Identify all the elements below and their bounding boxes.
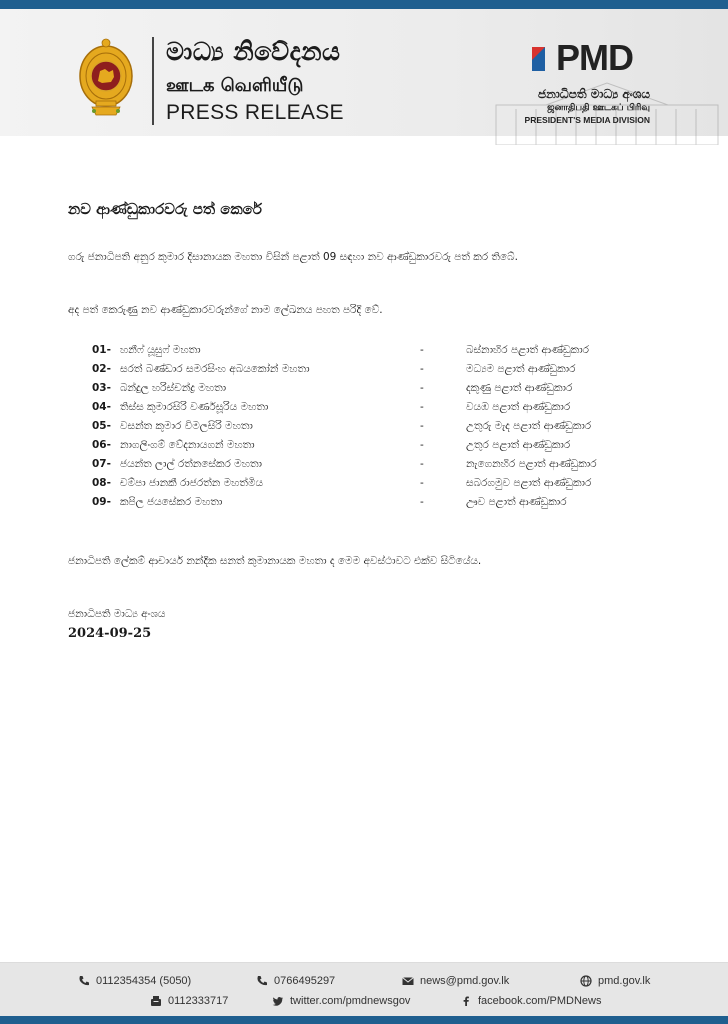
governor-name: සරත් බණ්ඩාර සමරසිංහ අබයකෝන් මහතා: [120, 363, 310, 375]
phone-icon: [78, 975, 90, 987]
governor-name: ජයන්ත ලාල් රත්නසේකර මහතා: [120, 458, 262, 470]
item-number: 02-: [92, 363, 111, 375]
province-title: උතුරු මැද පළාත් ආණ්ඩුකාර: [466, 420, 592, 432]
twitter-icon: [272, 995, 284, 1007]
item-number: 03-: [92, 382, 111, 394]
email-address: news@pmd.gov.lk: [420, 975, 510, 987]
governor-name: හනීෆ් යූසුෆ් මහතා: [120, 344, 201, 356]
governor-name: තිස්ස කුමාරසිරි වර්ණසූරිය මහතා: [120, 401, 269, 413]
item-number: 07-: [92, 458, 111, 470]
bottom-accent-bar: [0, 1016, 728, 1024]
province-title: දකුණු පළාත් ආණ්ඩුකාර: [466, 382, 573, 394]
header-divider: [152, 37, 154, 125]
top-accent-bar: [0, 0, 728, 9]
press-release-title-tamil: ஊடக வெளியீடு: [166, 75, 304, 96]
website-contact[interactable]: [580, 975, 650, 987]
item-number: 08-: [92, 477, 111, 489]
sri-lanka-emblem-icon: [78, 35, 134, 117]
province-title: නැගෙනහිර පළාත් ආණ්ඩුකාර: [466, 458, 597, 470]
province-title: උතුර පළාත් ආණ්ඩුකාර: [466, 439, 571, 451]
phone-number: 0766495297: [274, 975, 336, 987]
phone-contact-1[interactable]: [78, 975, 191, 987]
governor-name: නාගලිංගම් වේදනායගන් මහතා: [120, 439, 255, 451]
separator-dash: -: [420, 496, 424, 508]
item-number: 04-: [92, 401, 111, 413]
fax-contact[interactable]: [150, 995, 228, 1007]
governor-name: චම්පා ජානකී රාජරත්න මහත්මිය: [120, 477, 264, 489]
list-item: [92, 420, 652, 439]
list-item: [92, 458, 652, 477]
globe-icon: [580, 975, 592, 987]
closing-paragraph: ජනාධිපති ලේකම් ආචාර්ය නන්දික සනත් කුමානායක මහතා ද මෙම අවස්ථාවට එක්ව සිටියේය.: [68, 555, 482, 567]
separator-dash: -: [420, 477, 424, 489]
list-intro-paragraph: අද පත් කෙරුණු නව ආණ්ඩුකාරවරුන්ගේ නාම ලේඛනය පහත පරිදි වේ.: [68, 304, 383, 316]
release-date: 2024-09-25: [68, 626, 152, 641]
phone-icon: [256, 975, 268, 987]
separator-dash: -: [420, 363, 424, 375]
separator-dash: -: [420, 344, 424, 356]
phone-contact-2[interactable]: [256, 975, 335, 987]
separator-dash: -: [420, 382, 424, 394]
press-release-title-sinhala: මාධ්‍ය නිවේදනය: [166, 37, 341, 66]
separator-dash: -: [420, 401, 424, 413]
fax-number: 0112333717: [168, 995, 229, 1007]
org-name-english: PRESIDENT'S MEDIA DIVISION: [524, 115, 650, 125]
separator-dash: -: [420, 420, 424, 432]
province-title: වයඹ පළාත් ආණ්ඩුකාර: [466, 401, 571, 413]
province-title: ඌව පළාත් ආණ්ඩුකාර: [466, 496, 567, 508]
envelope-icon: [402, 975, 414, 987]
signature-org: ජනාධිපති මාධ්‍ය අංශය: [68, 608, 166, 620]
contact-footer: [0, 962, 728, 1017]
list-item: [92, 477, 652, 496]
list-item: [92, 401, 652, 420]
province-title: මධ්‍යම පළාත් ආණ්ඩුකාර: [466, 363, 576, 375]
governor-name: වසන්ත කුමාර විමලසිරි මහතා: [120, 420, 253, 432]
pmd-logo-mark-icon: [532, 47, 554, 71]
pmd-logo-text: PMD: [556, 37, 633, 78]
org-name-sinhala: ජනාධිපති මාධ්‍ය අංශය: [537, 87, 650, 101]
twitter-handle: twitter.com/pmdnewsgov: [290, 995, 411, 1007]
twitter-contact[interactable]: [272, 995, 410, 1007]
fax-icon: [150, 995, 162, 1007]
letterhead: [0, 9, 728, 136]
governor-name: කපිල ජයසේකර මහතා: [120, 496, 223, 508]
list-item: [92, 439, 652, 458]
item-number: 05-: [92, 420, 111, 432]
facebook-icon: [460, 995, 472, 1007]
list-item: [92, 344, 652, 363]
intro-paragraph: ගරු ජනාධිපති අනුර කුමාර දිසානායක මහතා විසින් පළාත් 09 සඳහා නව ආණ්ඩුකාරවරු පත් කර තිබේ.: [68, 251, 518, 263]
item-number: 01-: [92, 344, 111, 356]
email-contact[interactable]: [402, 975, 509, 987]
item-number: 06-: [92, 439, 111, 451]
facebook-contact[interactable]: [460, 995, 602, 1007]
facebook-page: facebook.com/PMDNews: [478, 995, 602, 1007]
governor-list: [92, 344, 652, 515]
list-item: [92, 496, 652, 515]
list-item: [92, 382, 652, 401]
province-title: සබරගමුව පළාත් ආණ්ඩුකාර: [466, 477, 592, 489]
item-number: 09-: [92, 496, 111, 508]
press-release-title-english: PRESS RELEASE: [166, 101, 344, 124]
list-item: [92, 363, 652, 382]
province-title: බස්නාහිර පළාත් ආණ්ඩුකාර: [466, 344, 589, 356]
separator-dash: -: [420, 439, 424, 451]
phone-number: 0112354354 (5050): [96, 975, 192, 987]
website-url: pmd.gov.lk: [598, 975, 651, 987]
governor-name: බන්දුල හරිස්චන්ද්‍ර මහතා: [120, 382, 227, 394]
document-title: නව ආණ්ඩුකාරවරු පත් කෙරේ: [68, 200, 262, 218]
separator-dash: -: [420, 458, 424, 470]
org-name-tamil: ஜனாதிபதி ஊடகப் பிரிவு: [547, 103, 650, 113]
